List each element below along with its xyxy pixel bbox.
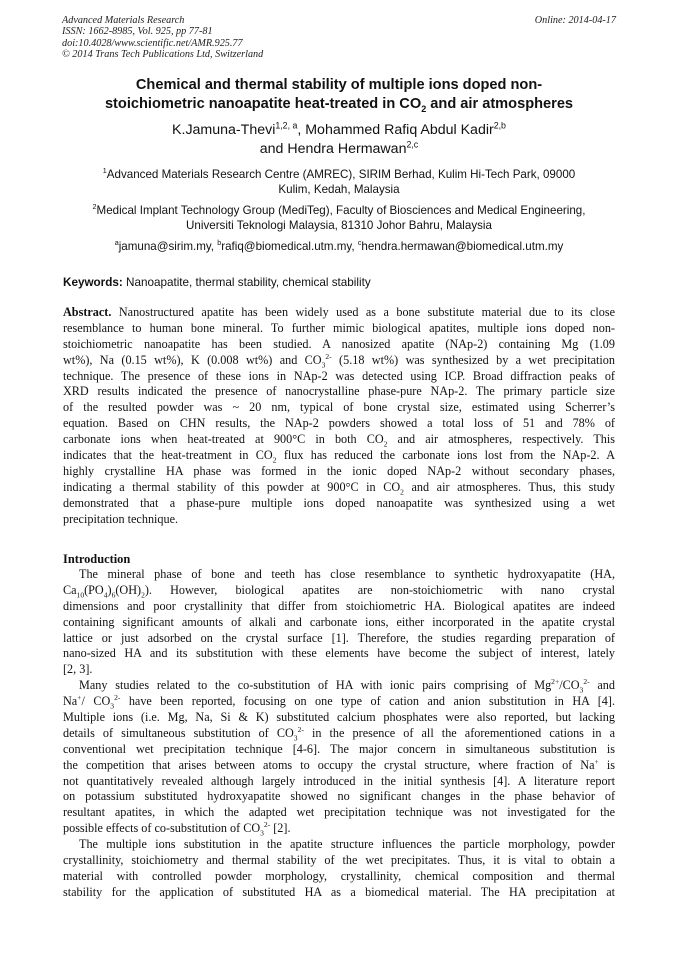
title-line-1: Chemical and thermal stability of multiple ions doped non- bbox=[135, 77, 543, 93]
abstract: Abstract. Nanostructured apatite has been widely used as a bone substitute material due to its close resemblance to human bone mineral. To further mimic biological apatites, multiple ions doped non- stoichiometric nanoapatite has been studied. A nanosized apatite (NAp-2) containing Mg (1.09 wt%), Na (0.15 wt%), K (0.008 wt%) and $CO_3^{2-}$ (5.18 wt%) was synthesized by a wet precipitation technique. The presence of these ions in NAp-2 was detected using ICP. Broad diffraction peaks of XRD results indicated the presence of nanocrystalline phase-pure NAp-2. The primary particle size of the resulted powder was ~ 20 nm, typical of bone crystal size, estimated using Scherrer’s equation. Based on CHN results, the NAp-2 powders showed a total loss of 51 and 78% of carbonate ions when heat-treated at 900°C in both $CO_2$ and air atmospheres, respectively. This indicates that the heat-treatment in $CO_2$ flux has reduced the carbonate ions lost from the NAp-2. A highly crystalline HA phase was formed in the ionic doped NAp-2 without secondary phases, indicating a thermal stability of this powder at 900°C in $CO_2$ and air atmospheres. Thus, this study demonstrated that a phase-pure multiple ions doped nanoapatite was synthesized using a wet precipitation technique. bbox=[63, 305, 615, 526]
affiliation-2: $^2$Medical Implant Technology Group (MediTeg), Faculty of Biosciences and Medical Engineering, Universiti Teknologi Malaysia, 81310 Johor Bahru, Malaysia bbox=[92, 202, 586, 233]
authors-line-1: K.Jamuna-Thevi$^{1,2, a}$, Mohammed Rafiq Abdul Kadir$^{2,b}$ bbox=[172, 120, 506, 138]
affiliation-1: $^1$Advanced Materials Research Centre (AMREC), SIRIM Berhad, Kulim Hi-Tech Park, 09000 Kulim, Kedah, Malaysia bbox=[102, 166, 576, 197]
section-heading-introduction: Introduction bbox=[63, 552, 131, 566]
keywords-text: Nanoapatite, thermal stability, chemical stability bbox=[122, 276, 371, 289]
abstract-label: Abstract. bbox=[63, 305, 112, 319]
keywords bbox=[63, 275, 615, 290]
author-list bbox=[40, 121, 638, 159]
introduction-body: The mineral phase of bone and teeth has close resemblance to synthetic hydroxyapatite (HA, $Ca_{10}(PO_4)_6(OH)_2$). However, biological apatites are non-stoichiometric with nano crystal dimensions and poor crystallinity that differ from stoichiometric HA. Biological apatites are indeed containing significant amounts of alkali and carbonate ions, either incorporated in the apatite crystal lattice or just adsorbed on the crystal surface [1]. Therefore, the studies regarding preparation of nano-sized HA and its substitution with these elements have become the subject of interest, lately [2, 3]. Many studies related to the co-substitution of HA with ionic pairs comprising of $Mg^{2+}/CO_3^{2-}$ and Na+/ $CO_3^{2-}$ have been reported, focusing on one type of cation and anion substitution in HA [4]. Multiple ions (i.e. Mg, Na, Si & K) substituted calcium phosphates were also reported, but lacking details of simultaneous substitution of $CO_3^{2-}$ in the presence of all the aforementioned cations in a conventional wet precipitation technique [4-6]. The major concern in simultaneous substitution is the competition that arises between atoms to occupy the crystal structure, where fraction of Na+ is not quantitatively revealed although largely introduced in the initial synthesis [4]. A literature report on potassium substituted hydroxyapatite showed no significant changes in the phase behavior of resultant apatites, in which the adapted wet precipitation technique was not investigated for the possible effects of co-substitution of $CO_3^{2-}$ [2]. The multiple ions substitution in the apatite structure influences the particle morphology, powder crystallinity, stoichiometry and thermal stability of the wet precipitates. Thus, it is vital to obtain a material with controlled powder morphology, crystallinity, chemical composition and thermal stability for the application of substituted HA as a biomedical material. The HA precipitation at bbox=[63, 567, 615, 899]
online-date: Online: 2014-04-17 bbox=[534, 15, 616, 26]
copyright-line: © 2014 Trans Tech Publications Ltd, Switzerland bbox=[62, 48, 264, 60]
issn-line: ISSN: 1662-8985, Vol. 925, pp 77-81 bbox=[62, 26, 213, 38]
keywords-label: Keywords: bbox=[63, 276, 123, 289]
paper-title bbox=[40, 76, 638, 114]
journal-name: Advanced Materials Research bbox=[62, 15, 185, 26]
email-b: rafiq@biomedical.utm.my, bbox=[221, 240, 358, 253]
title-line-2: stoichiometric nanoapatite heat-treated in $CO_2$ and air atmospheres bbox=[104, 96, 574, 114]
journal-header bbox=[62, 15, 263, 60]
author-emails: $^a$jamuna@sirim.my, $^b$rafiq@biomedical.utm.my, $^c$hendra.hermawan@biomedical.utm.my bbox=[114, 238, 564, 253]
email-c: hendra.hermawan@biomedical.utm.my bbox=[361, 240, 564, 253]
authors-line-2: and Hendra Hermawan$^{2,c}$ bbox=[259, 139, 419, 157]
doi-line: doi:10.4028/www.scientific.net/AMR.925.77 bbox=[62, 37, 243, 49]
email-a: jamuna@sirim.my, bbox=[118, 240, 218, 253]
